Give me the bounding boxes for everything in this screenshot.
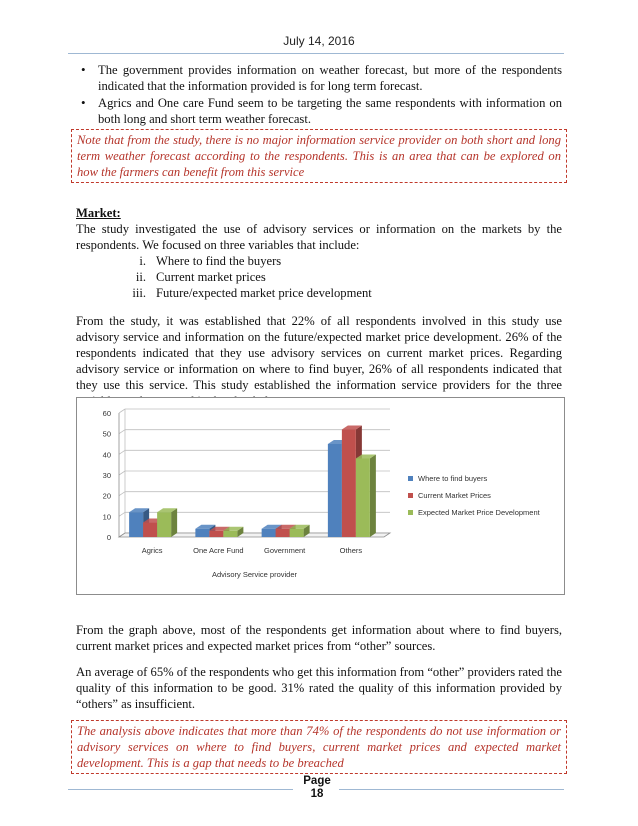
bar [290, 529, 304, 537]
bar [262, 529, 276, 537]
note-box: The analysis above indicates that more than 74% of the respondents do not use information or advisory services on where to find buyers, current market prices and expected market development. This is a gap that needs to be breached [71, 720, 567, 774]
legend-label: Expected Market Price Development [418, 508, 540, 517]
header-rule [68, 53, 564, 54]
item-text: Future/expected market price development [156, 286, 372, 300]
y-tick-label: 50 [102, 429, 111, 439]
page-content [76, 62, 562, 409]
bar [157, 512, 171, 537]
page-number-value: 18 [310, 788, 324, 800]
item-number: i. [139, 254, 146, 268]
x-tick-label: Others [339, 546, 363, 555]
legend-item [408, 470, 540, 487]
y-tick-label: 40 [102, 450, 111, 460]
market-findings: From the study, it was established that 22% of all respondents involved in this study use advisory service and information on the future/expected market price development. 26% of the respondents indicated that they use advisory services on current market prices. Regarding advisory service or information on where to find buyer, 26% of all respondents indicated that they use this service. This study established the information service providers for the three [76, 314, 562, 392]
bar [276, 529, 290, 537]
chart-legend [408, 470, 540, 521]
bullet-item: • The government provides information on weather forecast, but more of the respondents indicated that the information provided is for long term forecast. [76, 62, 562, 94]
bar [328, 444, 342, 537]
note-box: Note that from the study, there is no major information service provider on both short and long term weather forecast according to the respondents. This is an area that can be explored on how the farmers can benefit from this service [71, 129, 567, 183]
bar [143, 523, 157, 537]
gridline-side [119, 430, 125, 434]
item-number: ii. [135, 270, 146, 284]
legend-swatch [408, 510, 413, 515]
item-text: Current market prices [156, 270, 266, 284]
footer-rule [339, 789, 564, 790]
x-axis-label: Advisory Service provider [211, 570, 298, 579]
bullet-item: • Agrics and One care Fund seem to be targeting the same respondents with information on both long and short term weather forecast. [76, 95, 562, 127]
gridline-side [119, 512, 125, 516]
page-label: Page [303, 775, 331, 787]
bar-side [370, 454, 376, 537]
quality-rating: An average of 65% of the respondents who get this information from “other” providers rated the quality of this information to be good. 31% rated the quality of this information provided by “others” as insufficient. [76, 665, 562, 711]
variable-item [76, 253, 562, 269]
bar [209, 531, 223, 537]
y-tick-label: 20 [102, 491, 111, 501]
bar [223, 531, 237, 537]
legend-swatch [408, 493, 413, 498]
y-tick-label: 10 [102, 512, 111, 522]
footer-rule [68, 789, 293, 790]
bar [356, 458, 370, 537]
legend-label: Current Market Prices [418, 491, 491, 500]
page-number [296, 775, 338, 801]
legend-label: Where to find buyers [418, 474, 488, 483]
x-tick-label: Agrics [141, 546, 163, 555]
chart-summary: From the graph above, most of the respondents get information about where to find buyers, current market prices and expected market prices from “other” sources. [76, 623, 562, 653]
item-number: iii. [132, 286, 146, 300]
market-intro: The study investigated the use of advisory services or information on the markets by the respondents. We focused on three variables that include: [76, 222, 562, 252]
gridline-side [119, 492, 125, 496]
gridline-side [119, 409, 125, 413]
section-title-market: Market: [76, 206, 121, 220]
gridline-side [119, 450, 125, 454]
y-tick-label: 0 [106, 533, 111, 542]
header-date: July 14, 2016 [283, 34, 355, 48]
weather-bullet-list [76, 62, 562, 127]
bar [342, 430, 356, 537]
after-chart-content [76, 622, 562, 774]
x-tick-label: Government [263, 546, 306, 555]
x-tick-label: One Acre Fund [193, 546, 244, 555]
legend-swatch [408, 476, 413, 481]
bar-side [171, 508, 177, 537]
legend-item [408, 504, 540, 521]
item-text: Where to find the buyers [156, 254, 282, 268]
y-tick-label: 60 [102, 409, 111, 418]
gridline-side [119, 471, 125, 475]
variables-list [76, 253, 562, 301]
chart-frame [76, 397, 565, 595]
variable-item [76, 269, 562, 285]
y-tick-label: 30 [102, 471, 111, 480]
bar [195, 529, 209, 537]
bar [129, 512, 143, 537]
variable-item [76, 285, 562, 301]
legend-item [408, 487, 540, 504]
